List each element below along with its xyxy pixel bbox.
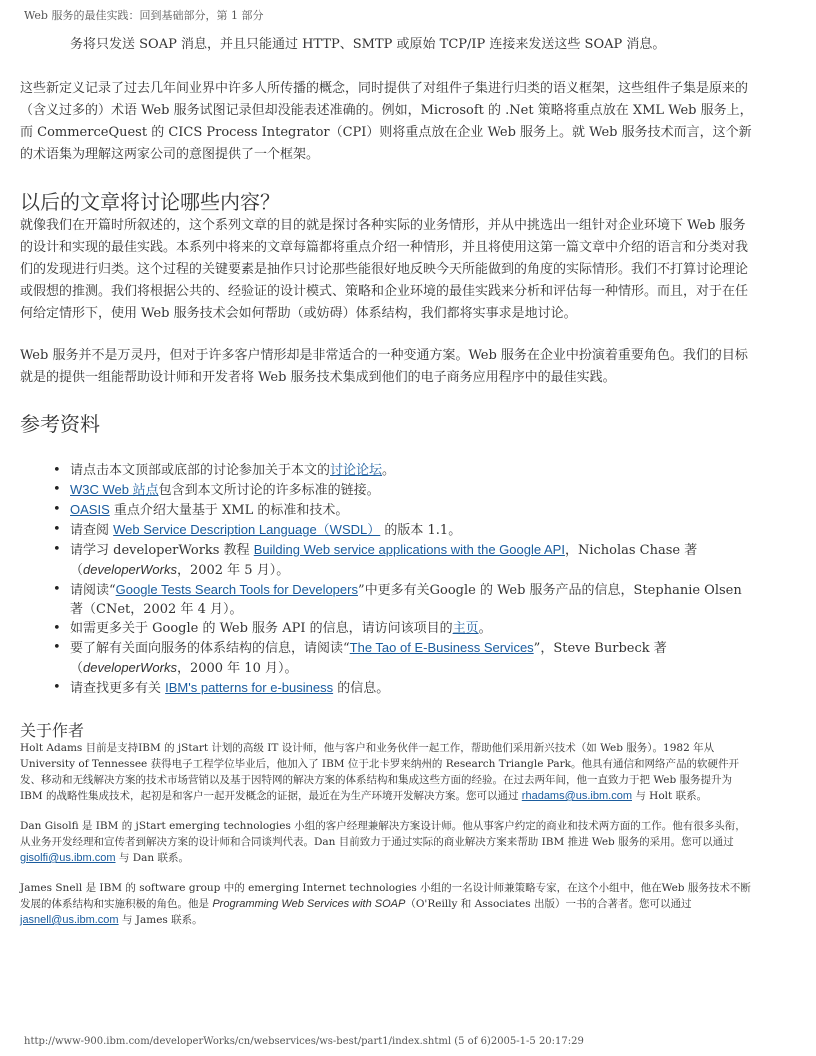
future-paragraph-1: 就像我们在开篇时所叙述的，这个系列文章的目的就是探讨各种实际的业务情形，并从中挑选出一组针对企业环境下 Web 服务的设计和实现的最佳实践。本系列中将来的文章每篇都将重点介绍一种情形，并且将使用这第一篇文章中介绍的语言和分类对我们的发现进行归类。这个过程的关键要素是抽作只讨论那些能很好地反映今天所能做到的角度的实际情形。我们不打算讨论理论或假想的推测。我们将根据公共的、经验证的设计模式、策略和企业环境的最佳实践来分析和评估每一种情形。而且，对于在任何给定情形下，使用 Web 服务技术会如何帮助（或妨碍）体系结构，我们都将实事求是地讨论。 (20, 218, 749, 321)
future-articles-heading: 以后的文章将讨论哪些内容？ (20, 190, 280, 214)
future-paragraph-2: Web 服务并不是万灵丹，但对于许多客户情形却是非常适合的一种变通方案。Web 服务在企业中扮演着重要角色。我们的目标就是的提供一组能帮助设计师和开发者将 Web 服务技术集成到他们的电子商务应用程序中的最佳实践。 (20, 348, 748, 385)
google-tests-link[interactable]: Google Tests Search Tools for Developers (115, 582, 358, 597)
author-bio-dan: Dan Gisolfi 是 IBM 的 jStart emerging technologies 小组的客户经理兼解决方案设计师。他从事客户约定的商业和技术两方面的工作。他有很多头衔，从业务开发经理和宣传者到解决方案的设计师和合同谈判代表。Dan 目前致力于通过实际的商业解决方案来帮助 IBM 推进 Web 服务的采用。您可以通过 gisolfi@us.ibm.com 与 Dan 联系。 (20, 820, 746, 864)
references-heading: 参考资料 (20, 412, 100, 436)
references-list (20, 461, 756, 698)
running-header: Web 服务的最佳实践：回到基础部分，第 1 部分 (24, 9, 264, 22)
author-bio-james: James Snell 是 IBM 的 software group 中的 emerging Internet technologies 小组的一名设计师兼策略专家，在这个小组中，他在Web 服务技术不断发展的体系结构和实施积极的角色。他是 Programming Web Services with SOAP（O'Reilly 和 Associates 出版）一书的合著者。您可以通过jasnell@us.ibm.com 与 James 联系。 (20, 882, 751, 926)
article-body (20, 34, 756, 928)
james-email-link[interactable]: jasnell@us.ibm.com (20, 914, 119, 926)
running-footer: http://www-900.ibm.com/developerWorks/cn/webservices/ws-best/part1/index.shtml (5 of 6)2005-1-5 20:17:29 (24, 1036, 584, 1047)
intro-paragraph: 这些新定义记录了过去几年间业界中许多人所传播的概念，同时提供了对组件子集进行归类的语义框架，这些组件子集是原来的（含义过多的）术语 Web 服务试图记录但却没能表述准确的。例如，Microsoft 的 .Net 策略将重点放在 XML Web 服务上，而 CommerceQuest 的 CICS Process Integrator（CPI）则将重点放在企业 Web 服务上。就 Web 服务技术而言，这个新的术语集为理解这两家公司的意图提供了一个框架。 (20, 81, 753, 162)
list-item: • OASIS 重点介绍大量基于 XML 的标准和技术。 (70, 500, 756, 520)
list-item: • 请查阅 Web Service Description Language（WSDL） 的版本 1.1。 (70, 520, 756, 540)
dan-email-link[interactable]: gisolfi@us.ibm.com (20, 852, 116, 864)
list-item: • 请查找更多有关 IBM's patterns for e-business 的信息。 (70, 678, 756, 698)
list-item: • 请点击本文顶部或底部的讨论参加关于本文的讨论论坛。 (70, 461, 756, 480)
wsdl-link[interactable]: Web Service Description Language（WSDL） (113, 522, 381, 537)
tao-ebusiness-link[interactable]: The Tao of E-Business Services (349, 640, 534, 655)
google-api-tutorial-link[interactable]: Building Web service applications with the Google API (253, 542, 565, 557)
ibm-patterns-link[interactable]: IBM's patterns for e-business (165, 680, 334, 695)
list-item: • 请阅读“Google Tests Search Tools for Developers”中更多有关Google 的 Web 服务产品的信息，Stephanie Olsen 著（CNet，2002 年 4 月）。 (70, 580, 756, 619)
list-item: • W3C Web 站点包含到本文所讨论的许多标准的链接。 (70, 480, 756, 500)
project-homepage-link[interactable]: 主页 (452, 621, 479, 636)
w3c-link[interactable]: W3C Web 站点 (70, 482, 159, 497)
list-item: • 请学习 developerWorks 教程 Building Web service applications with the Google API，Nicholas Chase 著（developerWorks，2002 年 5 月）。 (70, 540, 756, 580)
discussion-forum-link[interactable]: 讨论论坛 (330, 463, 383, 478)
intro-indented-paragraph: 务将只发送 SOAP 消息，并且只能通过 HTTP、SMTP 或原始 TCP/IP 连接来发送这些 SOAP 消息。 (70, 37, 666, 52)
list-item: • 如需更多关于 Google 的 Web 服务 API 的信息，请访问该项目的主页。 (70, 619, 756, 638)
list-item: • 要了解有关面向服务的体系结构的信息，请阅读“The Tao of E-Business Services”，Steve Burbeck 著（developerWorks，2000 年 10 月）。 (70, 638, 756, 678)
author-bio-holt: Holt Adams 目前是支持IBM 的 jStart 计划的高级 IT 设计师，他与客户和业务伙伴一起工作，帮助他们采用新兴技术（如 Web 服务）。1982 年从 University of Tennessee 获得电子工程学位毕业后，他加入了 IBM 位于北卡罗来纳州的 Research Triangle Park。他具有通信和网络产品的软硬件开发、移动和无线解决方案的技术市场营销以及基于因特网的解决方案的体系结构和集成这些方面的经验。在过去两年间，他一直致力于把 Web 服务提升为 IBM 的战略性集成技术，起初是和客户一起开发概念的证据，最近在为生产环境开发解决方案。您可以通过 rhadams@us.ibm.com 与 Holt 联系。 (20, 742, 739, 802)
holt-email-link[interactable]: rhadams@us.ibm.com (521, 790, 632, 802)
authors-heading: 关于作者 (20, 721, 85, 740)
oasis-link[interactable]: OASIS (70, 502, 110, 517)
